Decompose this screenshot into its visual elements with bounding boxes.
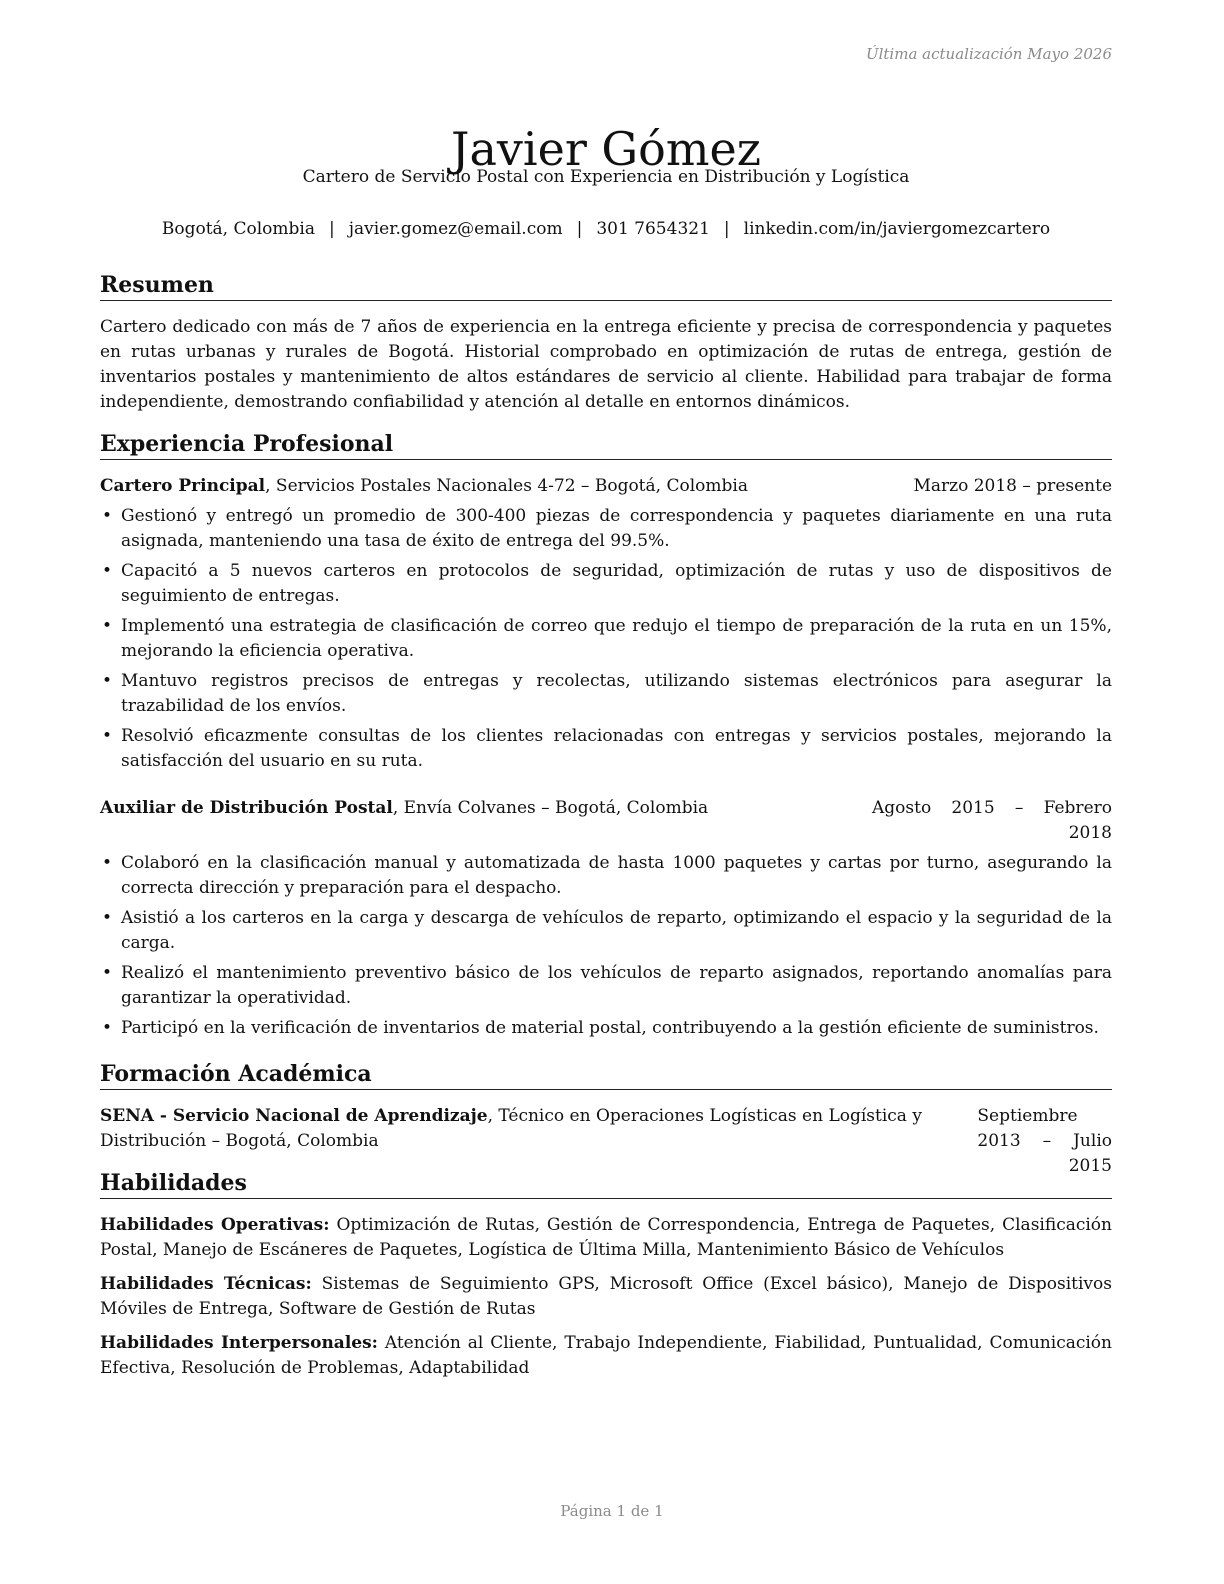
job-company: , Envía Colvanes – Bogotá, Colombia xyxy=(392,798,709,818)
bullet-icon: • xyxy=(102,616,113,636)
section-title-summary: Resumen xyxy=(100,270,1112,301)
list-item xyxy=(100,724,1112,774)
job-header xyxy=(100,474,1112,499)
job-bullets xyxy=(100,504,1112,774)
contact-email[interactable]: javier.gomez@email.com xyxy=(348,219,563,239)
job-header xyxy=(100,796,1112,846)
skill-group-text: Atención al Cliente, Trabajo Independiente, Fiabilidad, Puntualidad, Comunicación Efectiva, Resolución de Problemas, Adaptabilidad xyxy=(100,1333,1112,1378)
skills-section xyxy=(100,1168,1112,1381)
job-bullets xyxy=(100,851,1112,1041)
job-company: , Servicios Postales Nacionales 4-72 – Bogotá, Colombia xyxy=(265,476,748,496)
list-item xyxy=(100,851,1112,901)
skill-group-technical xyxy=(100,1272,1112,1322)
contact-linkedin[interactable]: linkedin.com/in/javiergomezcartero xyxy=(743,219,1051,239)
bullet-text: Colaboró en la clasificación manual y automatizada de hasta 1000 paquetes y cartas por turno, asegurando la correcta dirección y preparación para el despacho. xyxy=(121,853,1112,898)
list-item xyxy=(100,1016,1112,1041)
candidate-name: Javier Gómez xyxy=(451,121,761,176)
skill-group-interpersonal xyxy=(100,1331,1112,1381)
bullet-icon: • xyxy=(102,853,113,873)
headline: Cartero de Servicio Postal con Experiencia en Distribución y Logística xyxy=(302,167,910,187)
list-item xyxy=(100,961,1112,1011)
job-entry xyxy=(100,474,1112,774)
bullet-icon: • xyxy=(102,671,113,691)
list-item xyxy=(100,614,1112,664)
job-title-line xyxy=(100,474,748,499)
contact-location: Bogotá, Colombia xyxy=(161,219,315,239)
skill-group-label: Habilidades Operativas: xyxy=(100,1215,330,1235)
bullet-text: Realizó el mantenimiento preventivo básico de los vehículos de reparto asignados, reportando anomalías para garantizar la operatividad. xyxy=(121,963,1112,1008)
bullet-text: Participó en la verificación de inventarios de material postal, contribuyendo a la gestión eficiente de suministros. xyxy=(121,1018,1099,1038)
experience-section xyxy=(100,429,1112,1046)
job-role: Auxiliar de Distribución Postal xyxy=(100,798,393,818)
education-institution: SENA - Servicio Nacional de Aprendizaje xyxy=(100,1106,488,1126)
list-item xyxy=(100,906,1112,956)
contact-line xyxy=(100,219,1112,239)
bullet-text: Capacitó a 5 nuevos carteros en protocolos de seguridad, optimización de rutas y uso de dispositivos de seguimiento de entregas. xyxy=(121,561,1112,606)
skill-group-text: Optimización de Rutas, Gestión de Correspondencia, Entrega de Paquetes, Clasificación Postal, Manejo de Escáneres de Paquetes, Logística de Última Milla, Mantenimiento Básico de Vehículos xyxy=(100,1215,1112,1260)
page-number: Página 1 de 1 xyxy=(560,1502,664,1520)
education-dates: Septiembre 2013 – Julio 2015 xyxy=(977,1106,1112,1176)
bullet-icon: • xyxy=(102,908,113,928)
contact-separator: | xyxy=(723,219,730,239)
bullet-text: Asistió a los carteros en la carga y descarga de vehículos de reparto, optimizando el espacio y la seguridad de la carga. xyxy=(121,908,1112,953)
list-item xyxy=(100,559,1112,609)
bullet-icon: • xyxy=(102,506,113,526)
summary-section xyxy=(100,270,1112,415)
job-title-line xyxy=(100,796,708,846)
bullet-text: Implementó una estrategia de clasificación de correo que redujo el tiempo de preparación de la ruta en un 15%, mejorando la eficiencia operativa. xyxy=(121,616,1112,661)
bullet-icon: • xyxy=(102,963,113,983)
section-title-education: Formación Académica xyxy=(100,1059,1112,1090)
bullet-text: Resolvió eficazmente consultas de los clientes relacionadas con entregas y servicios postales, mejorando la satisfacción del usuario en su ruta. xyxy=(121,726,1112,771)
bullet-icon: • xyxy=(102,726,113,746)
last-updated: Última actualización Mayo 2026 xyxy=(865,45,1112,63)
job-entry xyxy=(100,796,1112,1041)
summary-text: Cartero dedicado con más de 7 años de experiencia en la entrega eficiente y precisa de correspondencia y paquetes en rutas urbanas y rurales de Bogotá. Historial comprobado en optimización de rutas de entrega, gestión de inventarios postales y mantenimiento de altos estándares de servicio al cliente. Habilidad para trabajar de forma independiente, demostrando confiabilidad y atención al detalle en entornos dinámicos. xyxy=(100,317,1112,412)
contact-separator: | xyxy=(328,219,335,239)
education-section xyxy=(100,1059,1112,1179)
education-program: , Técnico en Operaciones Logísticas en Logística y Distribución – Bogotá, Colombia xyxy=(100,1106,922,1151)
job-dates: Marzo 2018 – presente xyxy=(913,476,1112,496)
list-item xyxy=(100,669,1112,719)
list-item xyxy=(100,504,1112,554)
skill-group-label: Habilidades Técnicas: xyxy=(100,1274,312,1294)
skill-group-operational xyxy=(100,1213,1112,1263)
contact-separator: | xyxy=(576,219,583,239)
job-role: Cartero Principal xyxy=(100,476,266,496)
job-dates: Agosto 2015 – Febrero 2018 xyxy=(872,798,1112,843)
bullet-icon: • xyxy=(102,1018,113,1038)
skill-group-text: Sistemas de Seguimiento GPS, Microsoft Office (Excel básico), Manejo de Dispositivos Móviles de Entrega, Software de Gestión de Rutas xyxy=(100,1274,1112,1319)
section-title-skills: Habilidades xyxy=(100,1168,1112,1199)
section-title-experience: Experiencia Profesional xyxy=(100,429,1112,460)
contact-phone: 301 7654321 xyxy=(596,219,710,239)
bullet-text: Mantuvo registros precisos de entregas y recolectas, utilizando sistemas electrónicos para asegurar la trazabilidad de los envíos. xyxy=(121,671,1112,716)
skill-group-label: Habilidades Interpersonales: xyxy=(100,1333,378,1353)
bullet-text: Gestionó y entregó un promedio de 300-400 piezas de correspondencia y paquetes diariamente en una ruta asignada, manteniendo una tasa de éxito de entrega del 99.5%. xyxy=(121,506,1112,551)
bullet-icon: • xyxy=(102,561,113,581)
